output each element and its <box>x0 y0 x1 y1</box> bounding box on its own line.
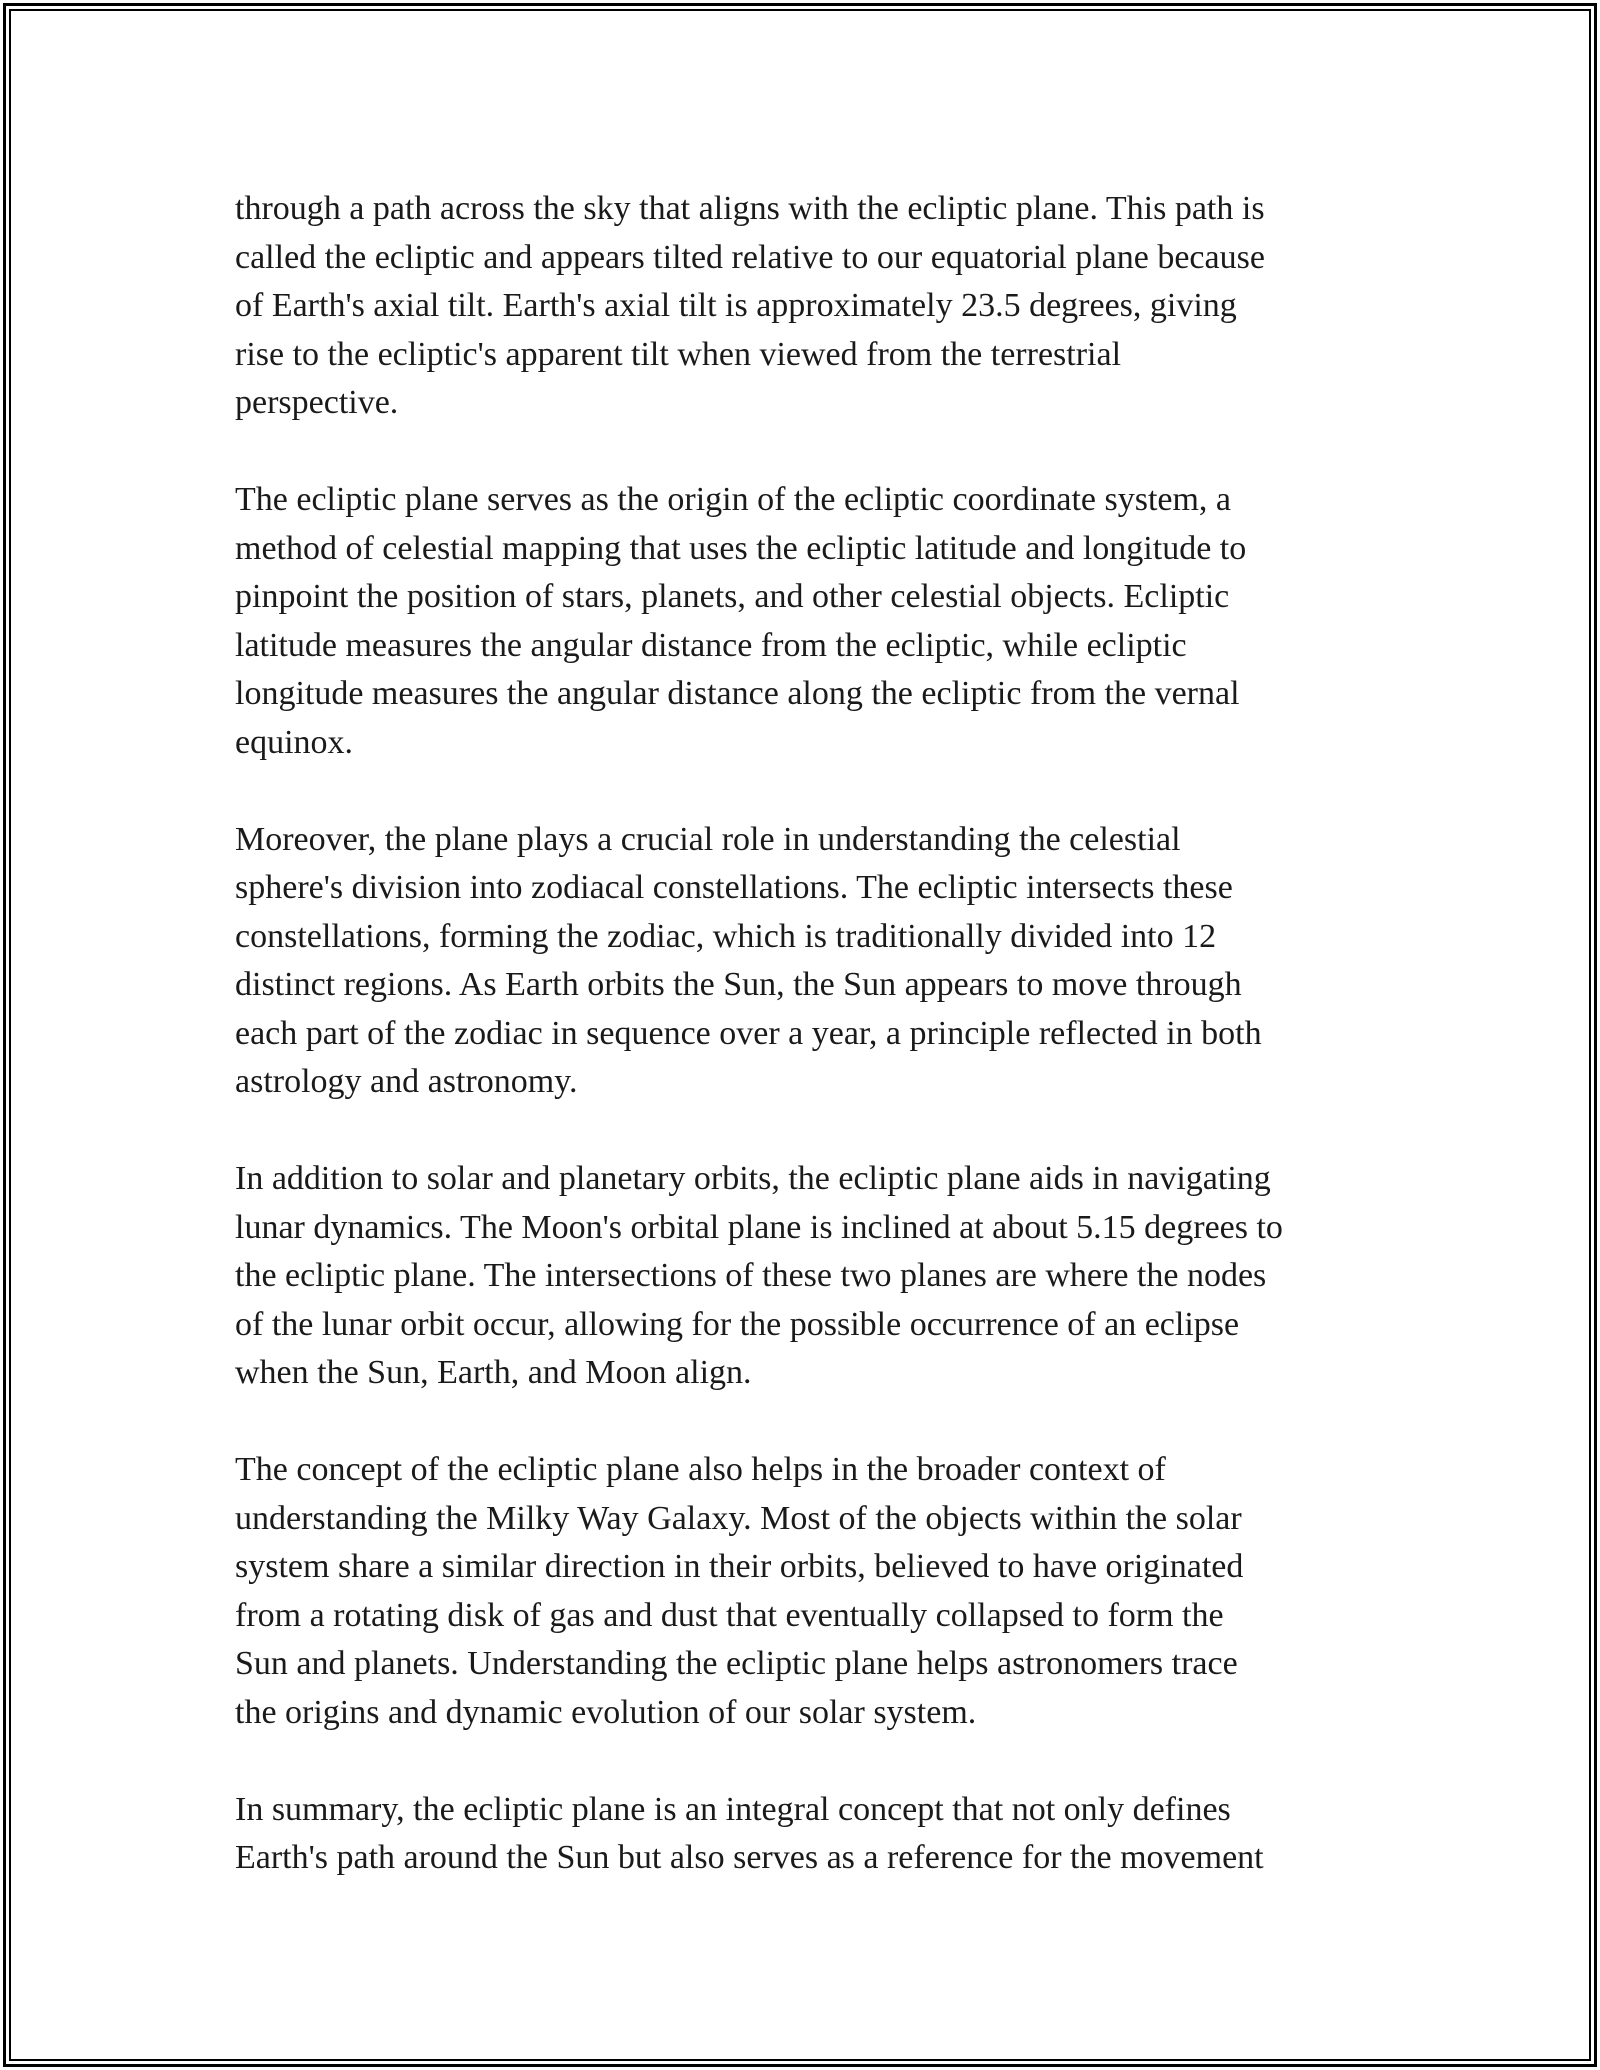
paragraph-lunar-dynamics: In addition to solar and planetary orbits, the ecliptic plane aids in navigating lunar dynamics. The Moon's orbital plane is inclined at about 5.15 degrees to the ecliptic plane. The intersections of these two planes are where the nodes of the lunar orbit occur, allowing for the possible occurrence of an eclipse when the Sun, Earth, and Moon align. <box>235 1160 1283 1391</box>
paragraph-ecliptic-path: through a path across the sky that aligns with the ecliptic plane. This path is called the ecliptic and appears tilted relative to our equatorial plane because of Earth's axial tilt. Earth's axial tilt is approximately 23.5 degrees, giving rise to the ecliptic's apparent tilt when viewed from the terrestrial perspective. <box>235 190 1265 421</box>
document-body <box>235 185 1395 1931</box>
paragraph-summary: In summary, the ecliptic plane is an integral concept that not only defines Earth's path around the Sun but also serves as a reference for the movement <box>235 1790 1264 1876</box>
paragraph-zodiac: Moreover, the plane plays a crucial role in understanding the celestial sphere's division into zodiacal constellations. The ecliptic intersects these constellations, forming the zodiac, which is traditionally divided into 12 distinct regions. As Earth orbits the Sun, the Sun appears to move through each part of the zodiac in sequence over a year, a principle reflected in both astrology and astronomy. <box>235 820 1262 1100</box>
paragraph-milky-way: The concept of the ecliptic plane also helps in the broader context of understanding the Milky Way Galaxy. Most of the objects within the solar system share a similar direction in their orbits, believed to have originated from a rotating disk of gas and dust that eventually collapsed to form the Sun and planets. Understanding the ecliptic plane helps astronomers trace the origins and dynamic evolution of our solar system. <box>235 1451 1244 1731</box>
paragraph-ecliptic-coordinates: The ecliptic plane serves as the origin of the ecliptic coordinate system, a method of celestial mapping that uses the ecliptic latitude and longitude to pinpoint the position of stars, planets, and other celestial objects. Ecliptic latitude measures the angular distance from the ecliptic, while ecliptic longitude measures the angular distance along the ecliptic from the vernal equinox. <box>235 481 1247 761</box>
